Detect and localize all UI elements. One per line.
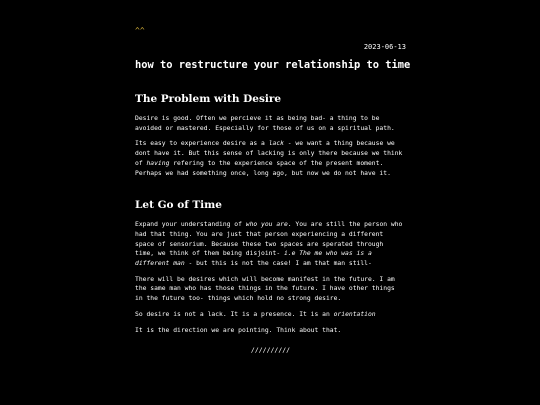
paragraph-text: It is the direction we are pointing. Think about that. [135,326,342,334]
section-heading-let-go-of-time: Let Go of Time [135,199,222,212]
page-content [135,26,411,355]
emphasis-text: lack [268,140,284,148]
end-divider: ////////// [250,346,291,355]
post-date: 2023-06-13 [363,43,406,51]
post-title: how to restructure your relationship to time [135,59,411,71]
paragraph [135,139,406,178]
paragraph-text: Desire is good. Often we percieve it as being bad- a thing to be avoided or mastered. Especially for those of us on a spiritual path. [135,115,395,132]
paragraph [135,114,406,133]
emphasis-text: who you are [245,221,288,229]
paragraph-text: . You are still the person who had that thing. You are just that person experiencing a different space of sensorium. Because these two spaces are sperated through time, we think of them being disjoint- [135,221,403,258]
paragraph [135,310,406,320]
paragraph-text: There will be desires which will become manifest in the future. I am the same man who has those things in the future. I have other things in the future too- things which hold no strong desire. [135,275,395,303]
paragraph-text: Its easy to experience desire as a [135,140,269,148]
emphasis-text: having [146,159,170,167]
paragraph [135,220,406,269]
paragraph-text: Expand your understanding of [135,221,246,229]
site-logo[interactable]: ^^ [135,26,145,35]
paragraph-text: So desire is not a lack. It is a presence. It is an [135,310,334,318]
section-heading-problem-with-desire: The Problem with Desire [135,93,282,105]
paragraph [135,326,406,336]
emphasis-text: orientation [333,310,376,318]
paragraph-text: - but this is not the case! I am that man still- [184,260,372,268]
paragraph-text: - we want a thing because we dont have it. But this sense of lacking is only there because we think of [135,140,403,167]
paragraph [135,275,406,304]
emphasis-text: i.e The me who was is a different man [135,250,372,268]
paragraph-text: refering to the experience space of the present moment. Perhaps we had something once, long ago, but now we do not have it. [135,159,391,177]
